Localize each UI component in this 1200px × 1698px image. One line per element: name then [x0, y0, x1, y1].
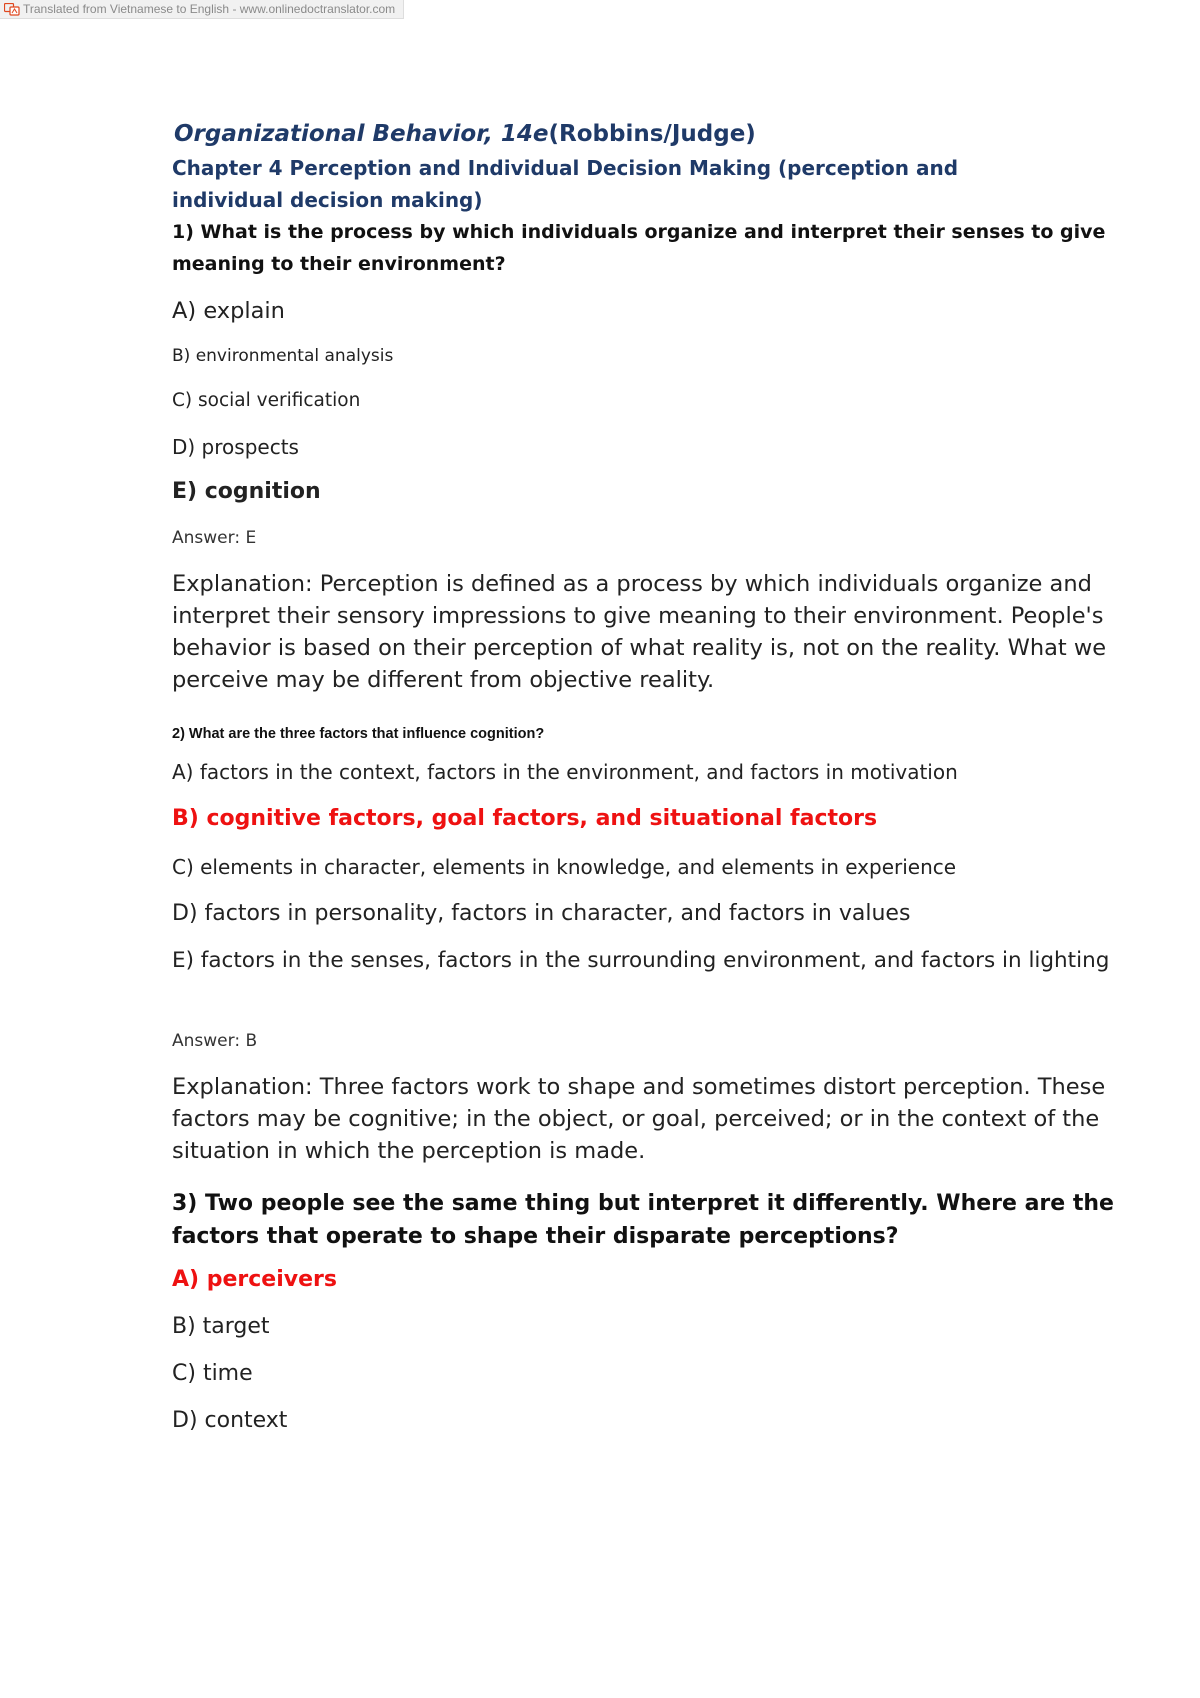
banner-text[interactable]: Translated from Vietnamese to English - www.onlinedoctranslator.com [23, 2, 396, 16]
q2-option-c: C) elements in character, elements in knowledge, and elements in experience [172, 855, 957, 879]
q3-option-a: A) perceivers [172, 1267, 337, 1292]
q2-explanation: Explanation: Three factors work to shape and sometimes distort perception. These factors may be cognitive; in the object, or goal, perceived; or in the context of the situation in which the perception is made. [172, 1074, 1106, 1164]
q2-option-d: D) factors in personality, factors in character, and factors in values [172, 901, 911, 926]
q1-option-b: B) environmental analysis [172, 346, 394, 366]
translate-icon [4, 3, 20, 16]
translation-banner[interactable] [0, 0, 404, 19]
question-2-prompt: 2) What are the three factors that influence cognition? [172, 726, 545, 742]
q1-answer: Answer: E [172, 528, 257, 548]
chapter-heading: Chapter 4 Perception and Individual Decision Making (perception and individual decision making) [172, 156, 959, 212]
q2-option-a: A) factors in the context, factors in the environment, and factors in motivation [172, 760, 958, 784]
q3-option-c: C) time [172, 1361, 253, 1386]
q3-option-d: D) context [172, 1408, 288, 1433]
q2-answer: Answer: B [172, 1031, 258, 1051]
q1-explanation: Explanation: Perception is defined as a process by which individuals organize and interpret their sensory impressions to give meaning to their environment. People's behavior is based on their perception of what reality is, not on the reality. What we perceive may be different from objective reality. [172, 571, 1107, 693]
q2-option-b: B) cognitive factors, goal factors, and situational factors [172, 806, 878, 831]
q3-option-b: B) target [172, 1314, 270, 1339]
document-title [174, 118, 1132, 150]
q1-option-d: D) prospects [172, 435, 299, 459]
document-page [172, 118, 1132, 1433]
q2-option-e: E) factors in the senses, factors in the surrounding environment, and factors in lighting [172, 948, 1110, 973]
q1-option-a: A) explain [172, 298, 285, 324]
question-1-prompt: 1) What is the process by which individuals organize and interpret their senses to give meaning to their environment? [172, 221, 1106, 275]
q1-option-c: C) social verification [172, 390, 361, 411]
book-authors: (Robbins/Judge) [548, 121, 756, 147]
question-3-prompt: 3) Two people see the same thing but interpret it differently. Where are the factors that operate to shape their disparate perceptions? [172, 1191, 1114, 1249]
q1-option-e: E) cognition [172, 479, 321, 504]
book-title: Organizational Behavior, 14e [174, 121, 549, 147]
